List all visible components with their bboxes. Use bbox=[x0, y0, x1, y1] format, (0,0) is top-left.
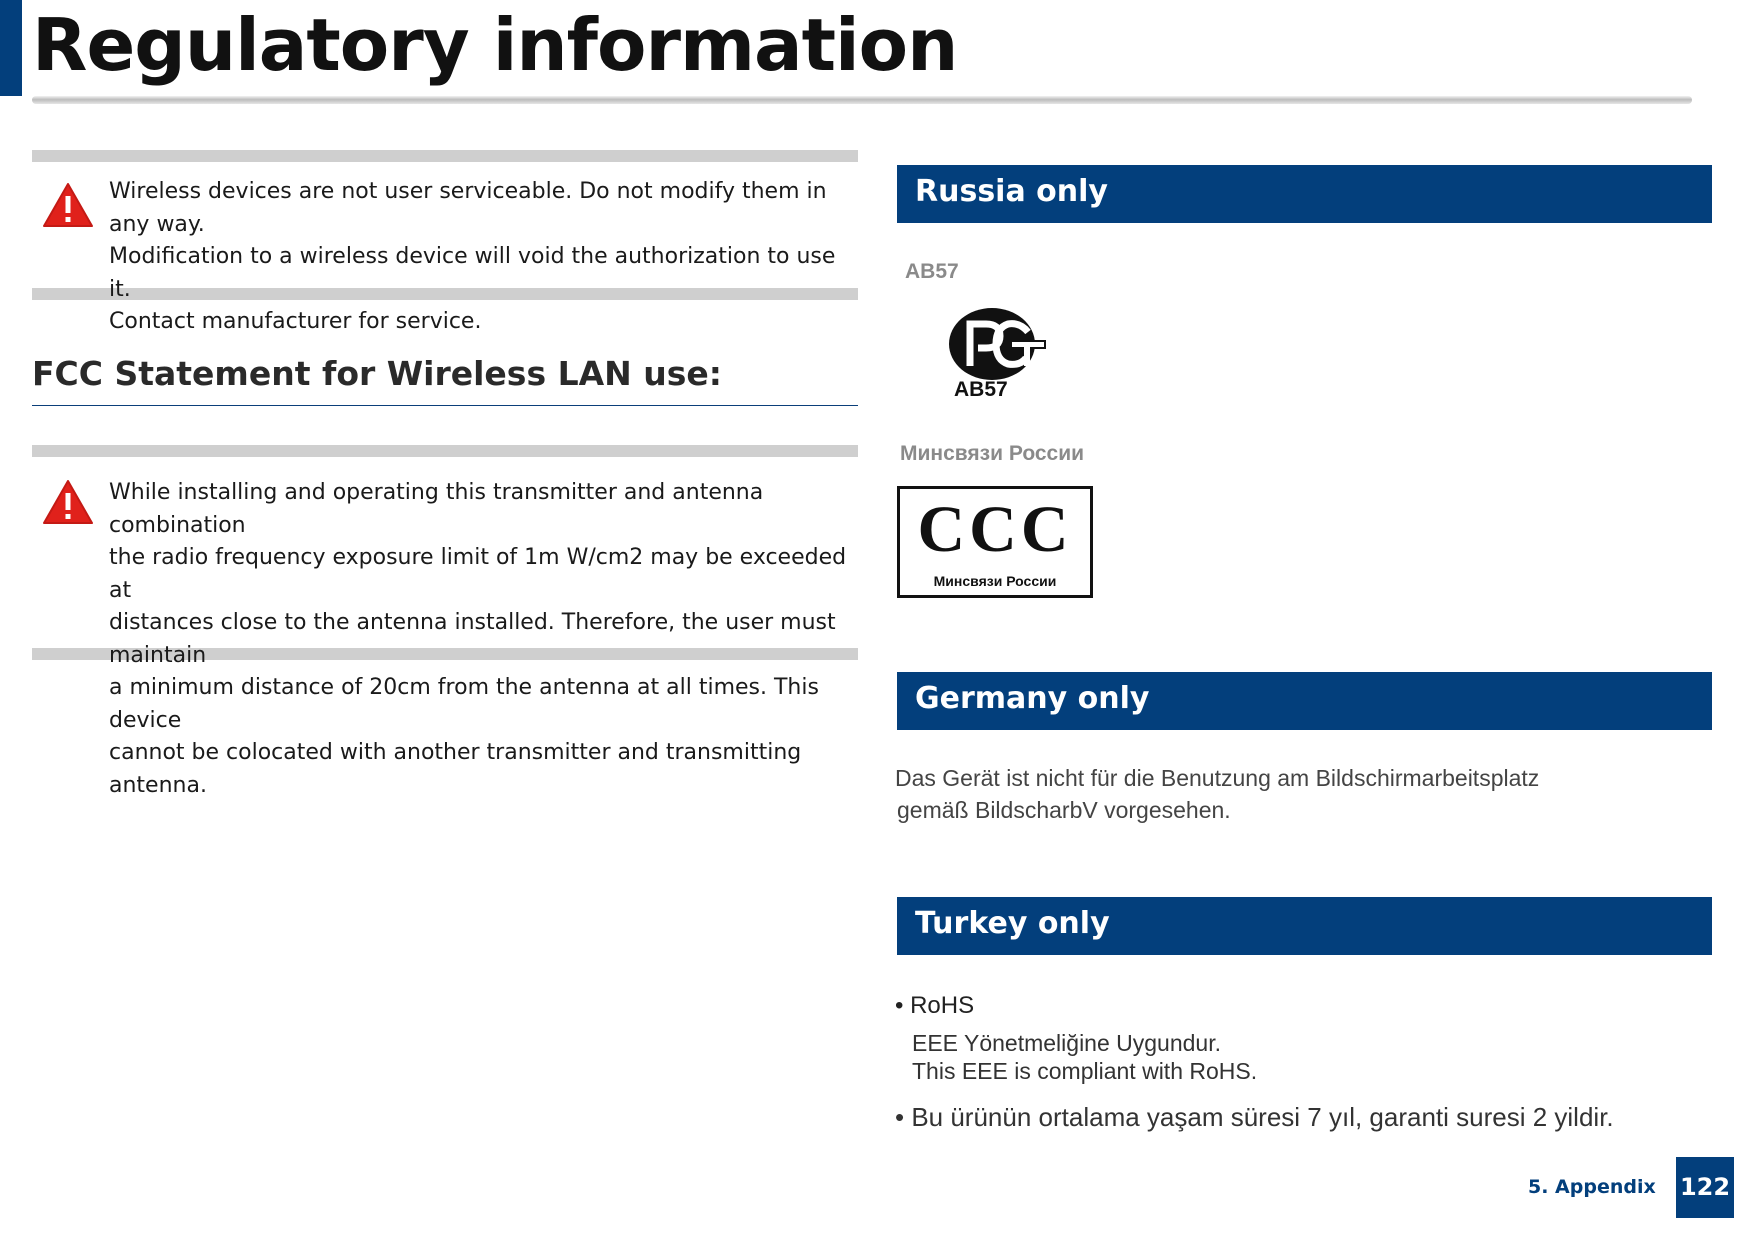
caution-line: Wireless devices are not user serviceable. Do not modify them in any way. bbox=[109, 179, 827, 237]
caution-line: Contact manufacturer for service. bbox=[109, 309, 482, 334]
section-heading-turkey: Turkey only bbox=[915, 906, 1110, 941]
section-heading-germany: Germany only bbox=[915, 681, 1150, 716]
caution-line: cannot be colocated with another transmitter and transmitting antenna. bbox=[109, 740, 802, 798]
fcc-heading-rule bbox=[32, 405, 858, 406]
caution-box-fcc bbox=[32, 445, 858, 798]
section-russia bbox=[897, 165, 1712, 223]
germany-line: gemäß BildscharbV vorgesehen. bbox=[897, 797, 1231, 823]
pct-logo bbox=[946, 306, 1046, 406]
caution-line: the radio frequency exposure limit of 1m W/cm2 may be exceeded at bbox=[109, 545, 847, 603]
rohs-bullet: • RoHS bbox=[895, 992, 975, 1019]
ccc-letters: CCC bbox=[917, 493, 1073, 566]
ccc-mark bbox=[897, 486, 1093, 598]
caution-line: Modification to a wireless device will void the authorization to use it. bbox=[109, 244, 836, 302]
pct-mark-icon bbox=[946, 306, 1046, 382]
caution-text-fcc bbox=[109, 477, 854, 802]
section-heading-russia: Russia only bbox=[915, 174, 1108, 209]
section-germany bbox=[897, 672, 1712, 730]
warning-icon bbox=[42, 479, 94, 525]
germany-line: Das Gerät ist nicht für die Benutzung am Bildschirmarbeitsplatz bbox=[895, 765, 1540, 791]
ccc-subtitle: Минсвязи России bbox=[933, 573, 1057, 589]
title-divider bbox=[32, 96, 1692, 104]
rohs-line-tr: EEE Yönetmeliğine Uygundur. bbox=[912, 1030, 1221, 1056]
section-turkey bbox=[897, 897, 1712, 955]
lifetime-bullet: • Bu ürünün ortalama yaşam süresi 7 yıl, garanti suresi 2 yildir. bbox=[895, 1102, 1614, 1132]
caution-text-wireless bbox=[109, 176, 854, 339]
page-title: Regulatory information bbox=[32, 3, 958, 87]
caution-line: While installing and operating this transmitter and antenna combination bbox=[109, 480, 764, 538]
caution-line: a minimum distance of 20cm from the antenna at all times. This device bbox=[109, 675, 819, 733]
footer-section-label: 5. Appendix bbox=[1528, 1176, 1656, 1198]
certificate-code-label: AB57 bbox=[905, 260, 959, 283]
page-number-box bbox=[1676, 1157, 1734, 1218]
caution-line: distances close to the antenna installed. Therefore, the user must maintain bbox=[109, 610, 836, 668]
caution-box-wireless bbox=[32, 150, 858, 334]
pct-code: AB57 bbox=[954, 378, 1008, 401]
rohs-line-en: This EEE is compliant with RoHS. bbox=[912, 1058, 1258, 1084]
fcc-heading: FCC Statement for Wireless LAN use: bbox=[32, 354, 722, 393]
title-accent-bar bbox=[0, 0, 22, 96]
warning-icon bbox=[42, 182, 94, 228]
page-number: 122 bbox=[1679, 1173, 1731, 1201]
germany-notice bbox=[895, 762, 1655, 826]
ministry-label: Минсвязи России bbox=[900, 442, 1085, 465]
